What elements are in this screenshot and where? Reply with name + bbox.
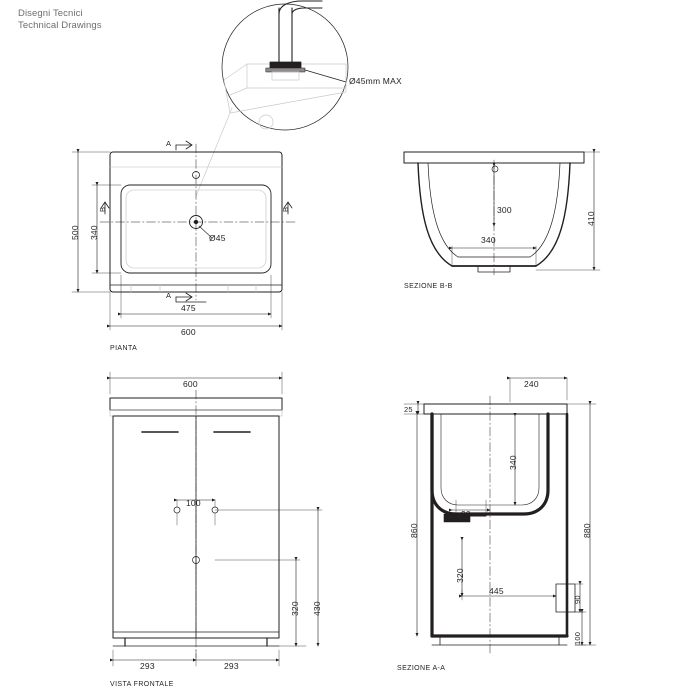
section-aa-dim-445: 445 bbox=[489, 586, 504, 596]
section-aa-dim-320: 320 bbox=[455, 568, 465, 583]
section-aa-dim-240: 240 bbox=[524, 379, 539, 389]
section-aa-dim-25: 25 bbox=[404, 405, 413, 414]
front-view bbox=[110, 372, 322, 666]
section-bb-dim-300: 300 bbox=[497, 205, 512, 215]
front-dim-430: 430 bbox=[312, 601, 322, 616]
plan-section-mark-b-right: B bbox=[281, 206, 290, 212]
plan-caption: PIANTA bbox=[110, 345, 138, 352]
section-aa-dim-880: 880 bbox=[582, 523, 592, 538]
page-title-english: Technical Drawings bbox=[18, 19, 102, 31]
section-aa-dim-340: 340 bbox=[508, 455, 518, 470]
section-aa-dim-90-foot: 90 bbox=[573, 595, 582, 604]
section-aa-caption: SEZIONE A-A bbox=[397, 665, 446, 672]
plan-section-mark-a-bottom: A bbox=[166, 291, 172, 300]
page-title-italian: Disegni Tecnici bbox=[18, 8, 83, 19]
plan-dim-500: 500 bbox=[70, 225, 80, 240]
front-dim-320: 320 bbox=[290, 601, 300, 616]
front-caption: VISTA FRONTALE bbox=[110, 681, 174, 688]
section-aa-dim-90-ledge: 90 bbox=[461, 509, 471, 519]
section-bb-dim-340: 340 bbox=[481, 235, 496, 245]
front-dim-293-right: 293 bbox=[224, 661, 239, 671]
front-dim-600: 600 bbox=[183, 379, 198, 389]
front-dim-100: 100 bbox=[186, 498, 201, 508]
plan-dim-475: 475 bbox=[181, 303, 196, 313]
plan-hole-diameter-label: Ø45 bbox=[209, 233, 226, 243]
front-dim-293-left: 293 bbox=[140, 661, 155, 671]
section-aa-dim-100-foot: 100 bbox=[573, 631, 582, 645]
section-bb-dim-410: 410 bbox=[586, 211, 596, 226]
plan-view bbox=[72, 141, 296, 330]
section-bb-caption: SEZIONE B-B bbox=[404, 283, 453, 290]
detail-circle-tap bbox=[222, 1, 348, 130]
plan-dim-340: 340 bbox=[89, 225, 99, 240]
detail-diameter-label: Ø45mm MAX bbox=[349, 76, 402, 86]
section-aa-dim-860: 860 bbox=[409, 523, 419, 538]
plan-dim-600: 600 bbox=[181, 327, 196, 337]
plan-section-mark-b-left: B bbox=[98, 206, 107, 212]
plan-section-mark-a-top: A bbox=[166, 139, 172, 148]
section-aa-view bbox=[404, 378, 596, 655]
